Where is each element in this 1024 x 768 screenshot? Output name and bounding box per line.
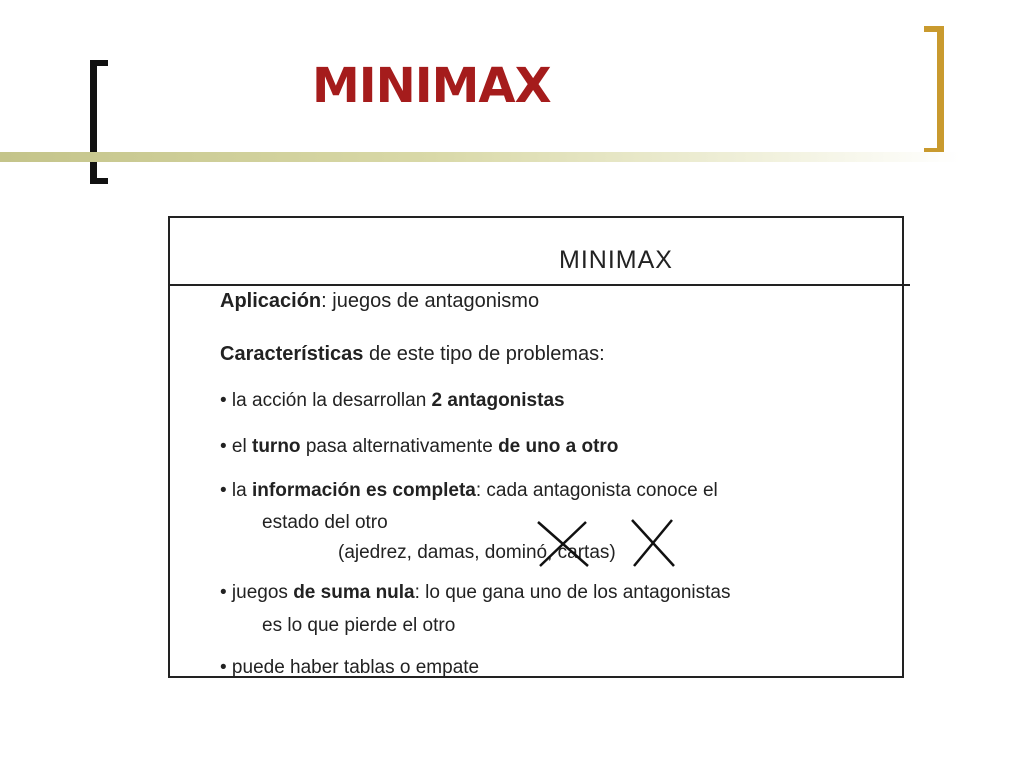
bullet-emphasis: de uno a otro [498,436,619,457]
bullet-emphasis: información es completa [252,480,476,501]
figure-title: MINIMAX [559,246,673,274]
bullet-turno [220,436,618,458]
left-bracket-decoration [90,60,108,184]
title-underline-bar [0,152,960,162]
bullet-emphasis: turno [252,436,301,457]
bullet-text: • el [220,436,252,457]
bullet-text: : cada antagonista conoce el [475,480,718,501]
slide-title: MINIMAX [312,58,551,114]
aplicacion-text: : juegos de antagonismo [321,290,540,312]
caracteristicas-label: Características [220,343,364,365]
caracteristicas-line [220,343,605,366]
caracteristicas-text: de este tipo de problemas: [363,343,605,365]
bullet-examples: (ajedrez, damas, dominó, cartas) [338,542,616,563]
bullet-text: pasa alternativamente [300,436,499,457]
bullet-text: : lo que gana uno de los antagonistas [414,582,731,603]
bullet-informacion [220,480,718,502]
bullet-continuation: es lo que pierde el otro [262,615,456,636]
bullet-text: • juegos [220,582,294,603]
figure-divider [170,284,910,286]
bullet-emphasis: de suma nula [293,582,415,603]
scanned-figure [168,216,904,678]
bullet-continuation: estado del otro [262,512,388,533]
bullet-emphasis: 2 antagonistas [431,390,565,411]
aplicacion-label: Aplicación [220,290,322,312]
bullet-text: • la acción la desarrollan [220,390,432,411]
cross-mark-1 [536,520,590,568]
cross-mark-2 [628,518,678,568]
bullet-tablas: • puede haber tablas o empate [220,657,480,678]
aplicacion-line [220,290,539,313]
bullet-text: • la [220,480,252,501]
bullet-antagonistas [220,390,565,412]
bullet-suma-nula [220,582,730,604]
right-bracket-decoration [924,26,944,154]
